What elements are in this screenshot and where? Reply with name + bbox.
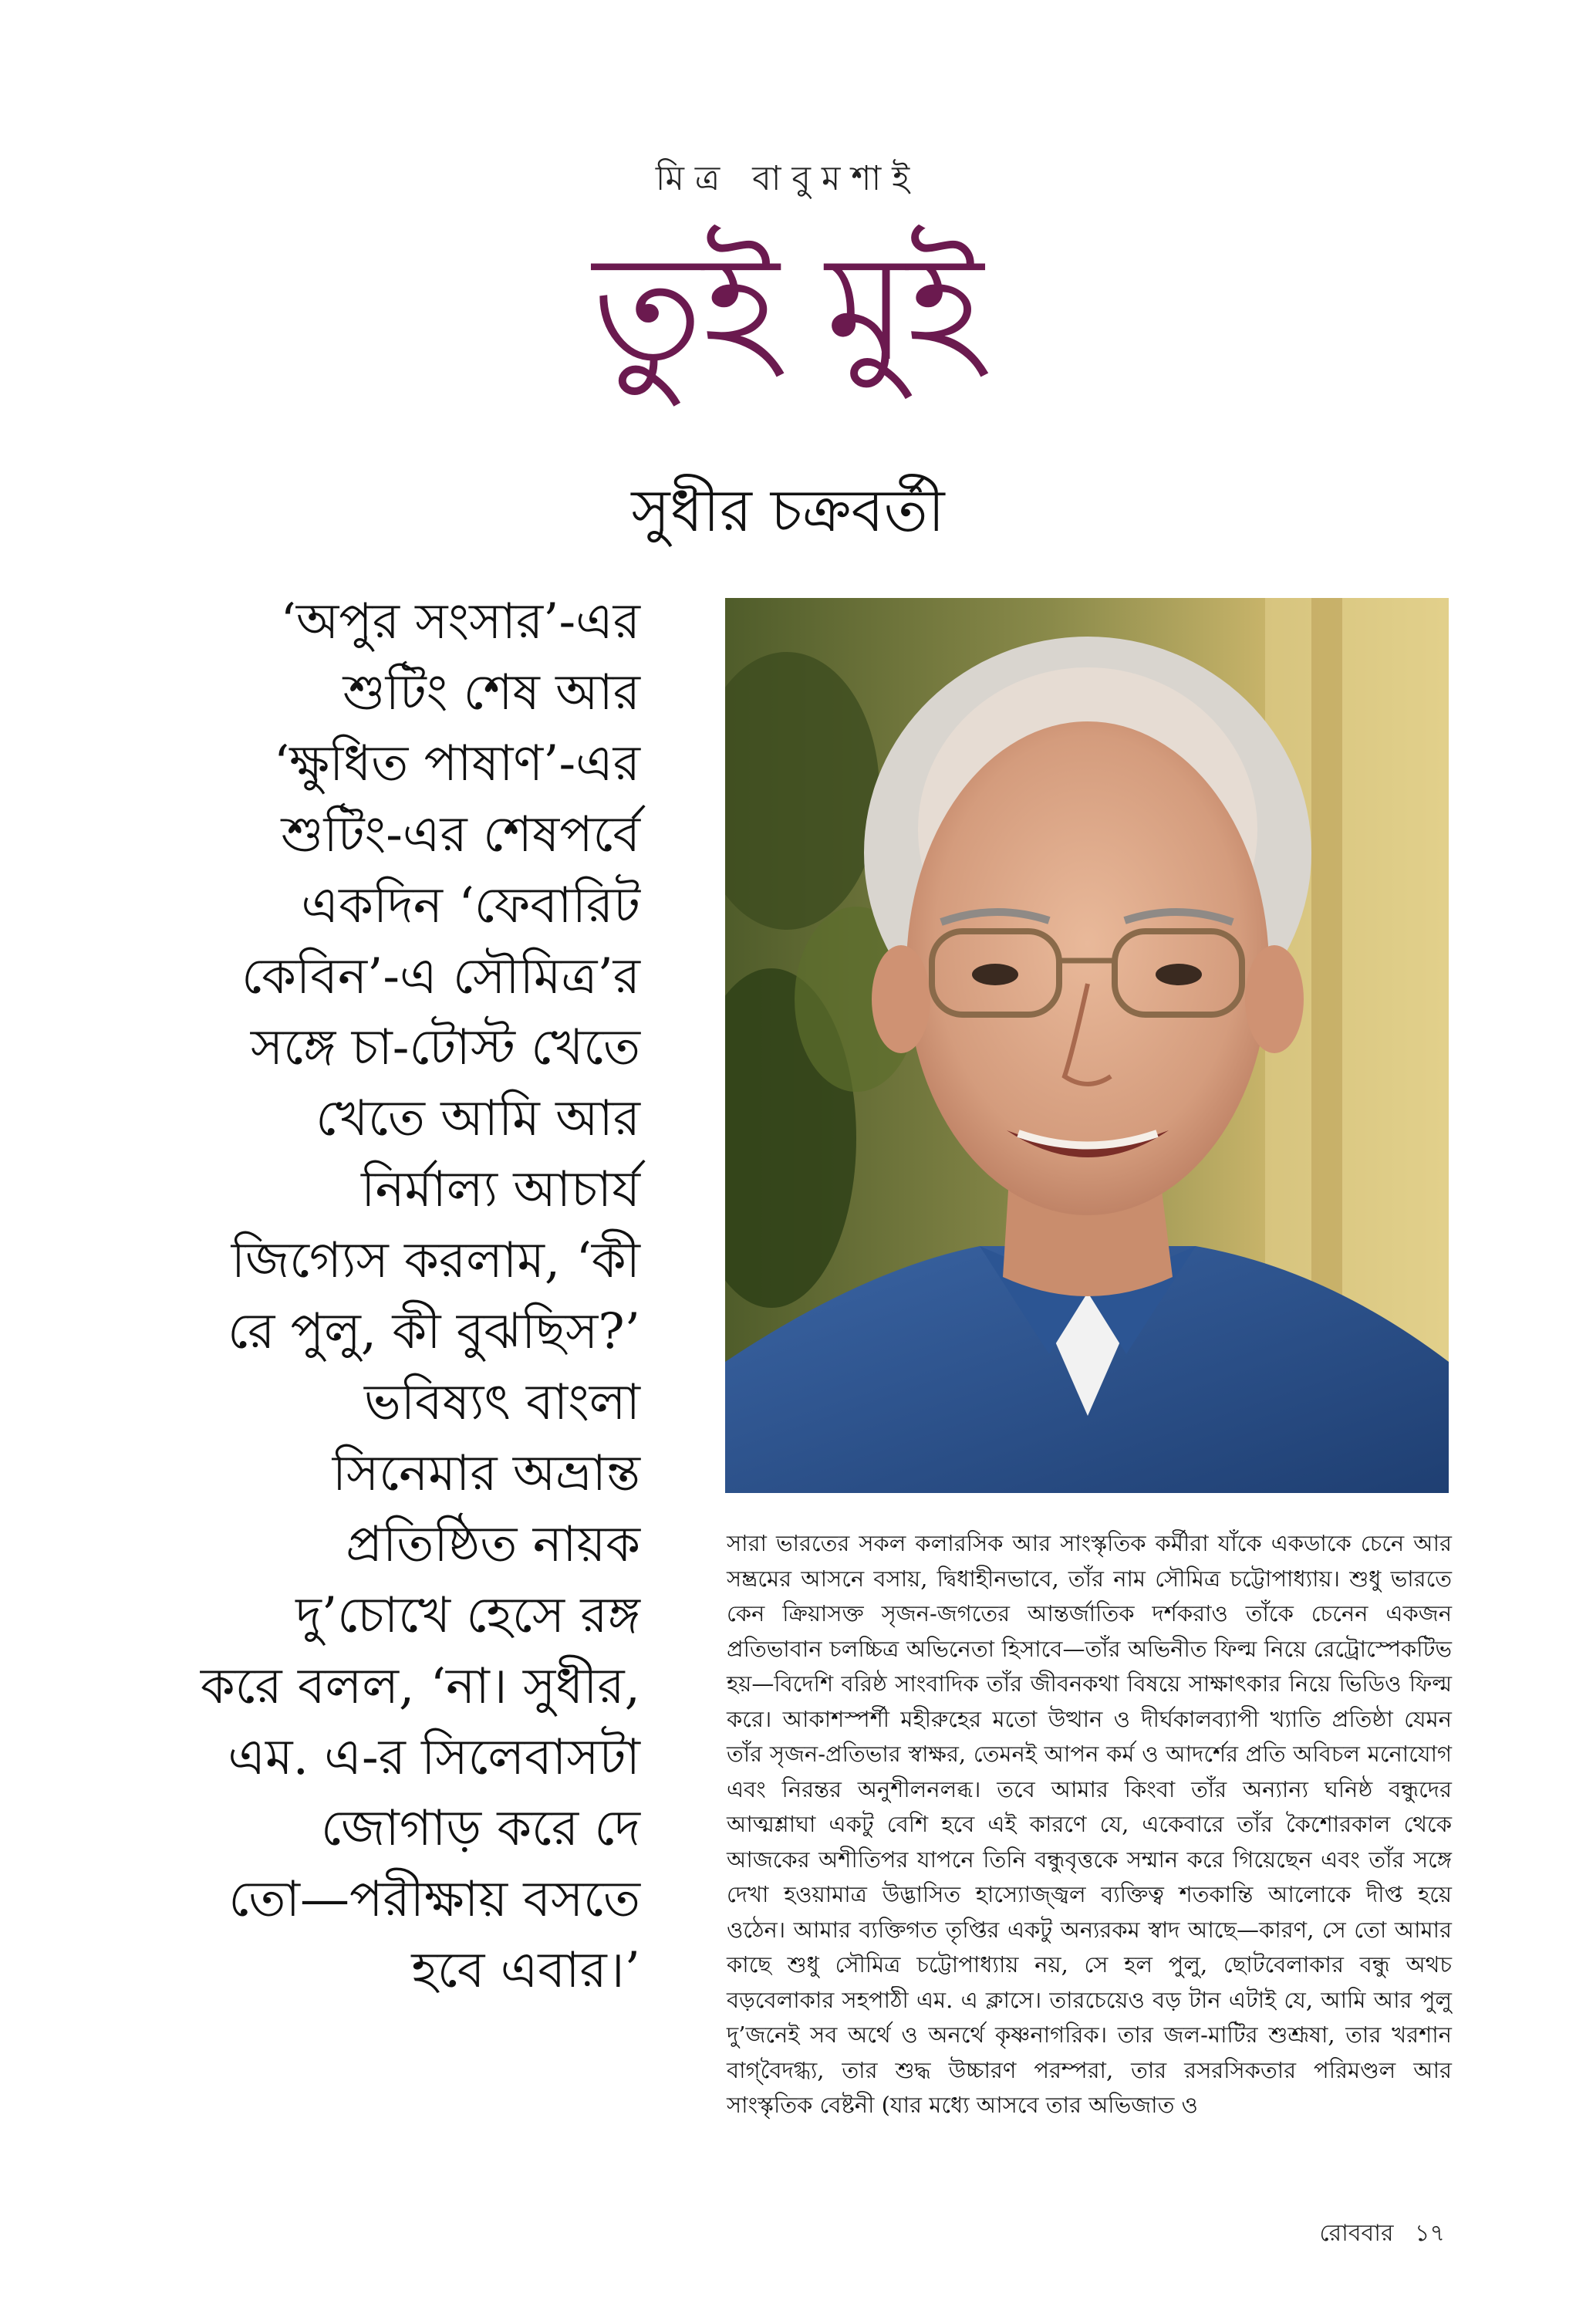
pull-quote-line: করে বলল, ‘না। সুধীর, <box>200 1658 640 1715</box>
pull-quote-line: শুটিং শেষ আর <box>343 664 640 721</box>
pull-quote-line: রে পুলু, কী বুঝছিস?’ <box>228 1303 640 1360</box>
pull-quote-line: সিনেমার অভ্রান্ত <box>332 1445 640 1502</box>
pull-quote-line: জিগ্যেস করলাম, ‘কী <box>231 1232 640 1289</box>
publication-name: রোববার <box>1319 2220 1394 2247</box>
pull-quote-line: হবে এবার।’ <box>411 1942 640 1999</box>
article-title: তুই মুই <box>592 223 984 394</box>
pull-quote-line: শুটিং-এর শেষপর্বে <box>281 806 640 863</box>
pull-quote-line: সঙ্গে চা-টোস্ট খেতে <box>250 1019 640 1076</box>
pull-quote-line: প্রতিষ্ঠিত নায়ক <box>346 1516 640 1573</box>
pull-quote <box>116 586 640 2006</box>
pull-quote-line: একদিন ‘ফেবারিট <box>301 877 640 934</box>
column-kicker: মিত্র বাবুমশাই <box>655 159 921 198</box>
pull-quote-line: ‘ক্ষুধিত পাষাণ’-এর <box>273 735 640 792</box>
pull-quote-line: এম. এ-র সিলেবাসটা <box>228 1729 640 1786</box>
page-footer <box>1319 2214 1445 2254</box>
pull-quote-line: দু’চোখে হেসে রঙ্গ <box>295 1587 640 1644</box>
pull-quote-line: খেতে আমি আর <box>316 1090 640 1147</box>
pull-quote-line: নির্মাল্য আচার্য <box>361 1161 640 1218</box>
pull-quote-line: ভবিষ্যৎ বাংলা <box>364 1374 640 1431</box>
pull-quote-line: তো—পরীক্ষায় বসতে <box>228 1871 640 1928</box>
article-body: সারা ভারতের সকল কলারসিক আর সাংস্কৃতিক কর্মীরা যাঁকে একডাকে চেনে আর সম্ভ্রমের আসনে বসায়, দ্বিধাহীনভাবে, তাঁর নাম সৌমিত্র চট্টোপাধ্যায়। শুধু ভারতে কেন ক্রিয়াসক্ত সৃজন-জগতের আন্তর্জাতিক দর্শকরাও তাঁকে চেনেন একজন প্রতিভাবান চলচ্চিত্র অভিনেতা হিসাবে—তাঁর অভিনীত ফিল্ম নিয়ে রেট্রোস্পেকটিভ হয়—বিদেশি বরিষ্ঠ সাংবাদিক তাঁর জীবনকথা বিষয়ে সাক্ষাৎকার নিয়ে ভিডিও ফিল্ম করে। আকাশস্পর্শী মহীরুহের মতো উত্থান ও দীর্ঘকালব্যাপী খ্যাতি প্রতিষ্ঠা যেমন তাঁর সৃজন-প্রতিভার স্বাক্ষর, তেমনই আপন কর্ম ও আদর্শের প্রতি অবিচল মনোযোগ এবং নিরন্তর অনুশীলনলব্ধ। তবে আমার কিংবা তাঁর অন্যান্য ঘনিষ্ঠ বন্ধুদের আত্মশ্লাঘা একটু বেশি হবে এই কারণে যে, একেবারে তাঁর কৈশোরকাল থেকে আজকের অশীতিপর যাপনে তিনি বন্ধুবৃত্তকে সম্মান করে গিয়েছেন এবং তাঁর সঙ্গে দেখা হওয়ামাত্র উদ্ভাসিত হাস্যোজ্জ্বল ব্যক্তিত্ব শতকান্তি আলোকে দীপ্ত হয়ে ওঠেন। আমার ব্যক্তিগত তৃপ্তির একটু অন্যরকম স্বাদ আছে—কারণ, সে তো আমার কাছে শুধু সৌমিত্র চট্টোপাধ্যায় নয়, সে হল পুলু, ছোটবেলাকার বন্ধু অথচ বড়বেলাকার সহপাঠী এম. এ ক্লাসে। তারচেয়েও বড় টান এটাই যে, আমি আর পুলু দু’জনেই সব অর্থে ও অনর্থে কৃষ্ণনাগরিক। তার জল-মাটির শুশ্রূষা, তার খরশান বাগ্‌বৈদগ্ধ্য, তার শুদ্ধ উচ্চারণ পরম্পরা, তার রসরসিকতার পরিমণ্ডল আর সাংস্কৃতিক বেষ্টনী (যার মধ্যে আসবে তার অভিজাত ও <box>727 1530 1452 2118</box>
author-byline: সুধীর চক্রবর্তী <box>631 476 945 545</box>
pull-quote-line: জোগাড় করে দে <box>321 1800 640 1857</box>
portrait-illustration <box>725 598 1449 1493</box>
pull-quote-line: ‘অপুর সংসার’-এর <box>280 593 640 650</box>
pull-quote-line: কেবিন’-এ সৌমিত্র’র <box>241 948 640 1005</box>
portrait-photo <box>725 598 1449 1493</box>
page-number: ১৭ <box>1415 2220 1445 2247</box>
